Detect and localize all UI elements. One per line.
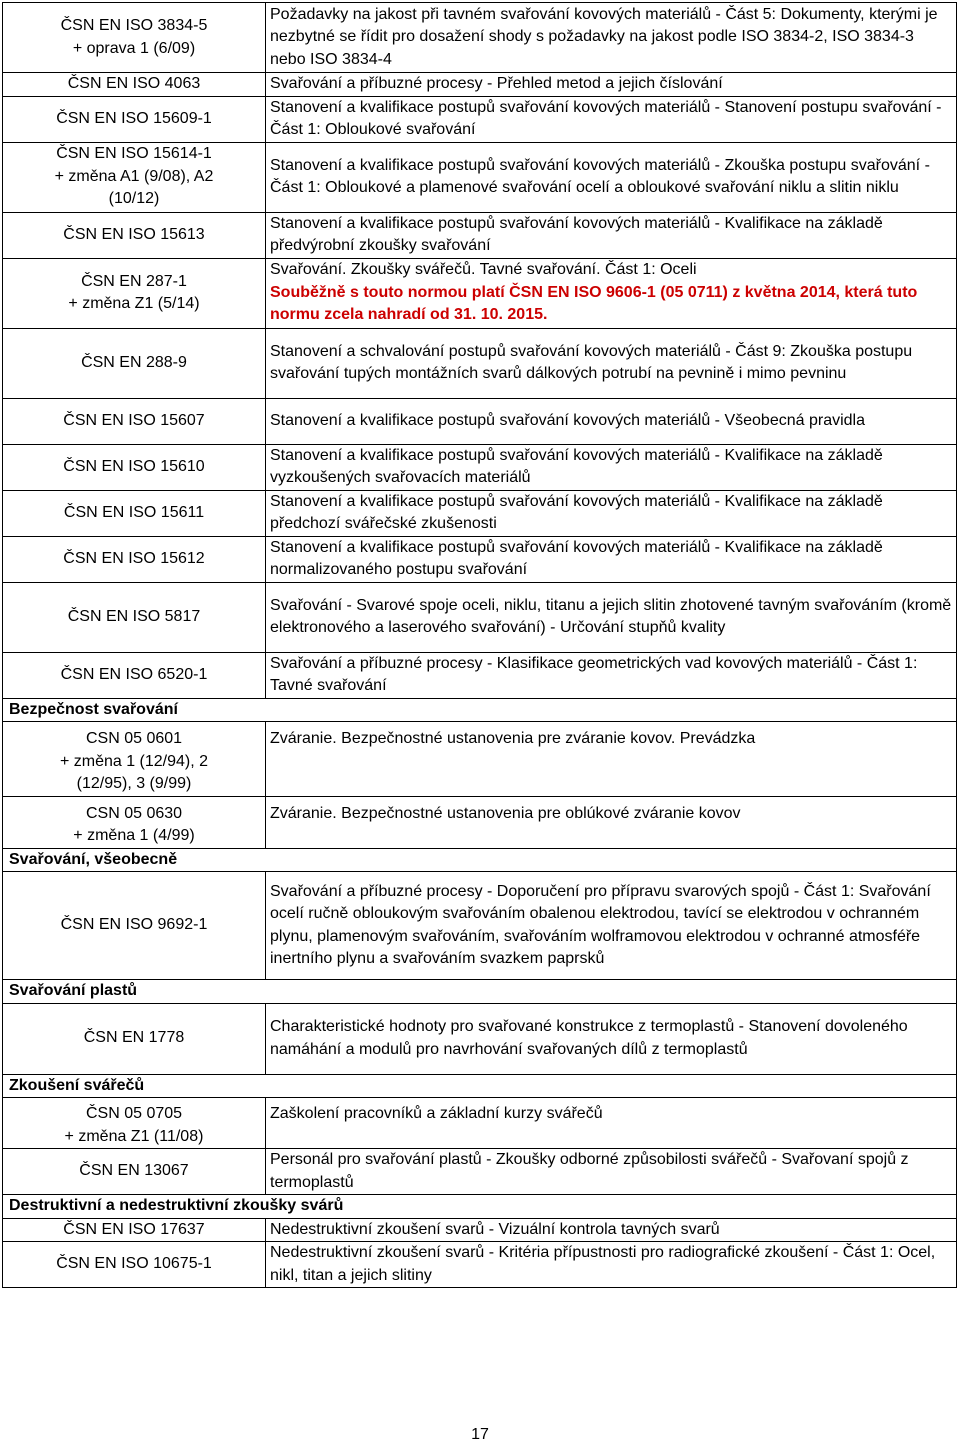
standard-title	[266, 73, 957, 97]
standard-title	[266, 328, 957, 398]
standard-title	[266, 1003, 957, 1074]
standard-title-text: Svařování. Zkoušky svářečů. Tavné svařování. Část 1: Oceli	[270, 261, 697, 279]
standard-title	[266, 582, 957, 652]
standard-code: ČSN EN ISO 17637	[3, 1218, 266, 1242]
standard-row	[3, 652, 957, 698]
standard-row	[3, 1242, 957, 1288]
standard-row	[3, 73, 957, 97]
standard-title-text: Svařování a příbuzné procesy - Klasifikace geometrických vad kovových materiálů - Část 1: Tavné svařování	[270, 654, 918, 694]
standard-title	[266, 444, 957, 490]
standard-code: ČSN EN ISO 15610	[3, 444, 266, 490]
standard-row	[3, 398, 957, 444]
standard-title-text: Zaškolení pracovníků a základní kurzy svářečů	[270, 1105, 603, 1122]
standard-row	[3, 1003, 957, 1074]
section-title: Svařování, všeobecně	[3, 848, 957, 872]
standard-row	[3, 490, 957, 536]
standard-title-text: Stanovení a kvalifikace postupů svařování kovových materiálů - Všeobecná pravidla	[270, 411, 865, 429]
section-header	[3, 980, 957, 1004]
standard-code: ČSN EN ISO 3834-5 + oprava 1 (6/09)	[3, 3, 266, 73]
standard-code: ČSN EN ISO 15607	[3, 398, 266, 444]
standard-row	[3, 1149, 957, 1195]
standard-code: ČSN EN ISO 9692-1	[3, 872, 266, 980]
standard-title-text: Stanovení a schvalování postupů svařování kovových materiálů - Část 9: Zkouška postupu svařování tupých montážních svarů dálkových potrubí na pevnině i mimo pevninu	[270, 342, 913, 382]
standard-title-text: Stanovení a kvalifikace postupů svařování kovových materiálů - Kvalifikace na základě předchozí svářečské zkušenosti	[270, 492, 883, 532]
standard-row	[3, 536, 957, 582]
page-number: 17	[471, 1426, 489, 1443]
standard-title	[266, 212, 957, 258]
standard-title-text: Svařování a příbuzné procesy - Doporučení pro přípravu svarových spojů - Část 1: Svařování ocelí ručně obloukovým svařováním obalenou elektrodou, tavící se elektrodou v ochranném plynu, plamenovým svařováním, svařováním wolframovou elektrodou v ochranné atmosféře inertního plynu a svařováním svazkem paprsků	[270, 882, 931, 967]
standard-row	[3, 582, 957, 652]
standard-title	[266, 258, 957, 328]
standard-code: ČSN EN ISO 5817	[3, 582, 266, 652]
standard-title-text: Charakteristické hodnoty pro svařované konstrukce z termoplastů - Stanovení dovoleného namáhání a modulů pro navrhování svařovaných dílů z termoplastů	[270, 1018, 908, 1058]
standard-title	[266, 1149, 957, 1195]
standard-title	[266, 1218, 957, 1242]
standard-code: ČSN EN 1778	[3, 1003, 266, 1074]
standard-title-text: Požadavky na jakost při tavném svařování kovových materiálů - Část 5: Dokumenty, kterými je nezbytné se řídit pro dosažení shody s požadavky na jakost podle ISO 3834-2, ISO 3834-3 nebo ISO 3834-4	[270, 5, 938, 68]
standard-title	[266, 872, 957, 980]
standard-title-text: Nedestruktivní zkoušení svarů - Kritéria přípustnosti pro radiografické zkoušení - Část 1: Ocel, nikl, titan a jejich slitiny	[270, 1244, 936, 1284]
standard-code: ČSN EN ISO 15613	[3, 212, 266, 258]
standard-title-text: Svařování - Svarové spoje oceli, niklu, titanu a jejich slitin zhotovené tavným svařováním (kromě elektronového a laserového svařování) - Určování stupňů kvality	[270, 596, 952, 636]
standard-code: ČSN EN 13067	[3, 1149, 266, 1195]
standard-title	[266, 652, 957, 698]
standard-title	[266, 536, 957, 582]
standard-code: ČSN EN ISO 4063	[3, 73, 266, 97]
standard-title-text: Stanovení a kvalifikace postupů svařování kovových materiálů - Kvalifikace na základě předvýrobní zkoušky svařování	[270, 214, 883, 254]
standard-row	[3, 96, 957, 142]
standards-table	[2, 2, 957, 1288]
section-header	[3, 1074, 957, 1098]
standard-title	[266, 3, 957, 73]
section-title: Destruktivní a nedestruktivní zkoušky svárů	[3, 1195, 957, 1219]
standard-title-text: Nedestruktivní zkoušení svarů - Vizuální kontrola tavných svarů	[270, 1220, 720, 1238]
standard-row	[3, 328, 957, 398]
section-title: Bezpečnost svařování	[3, 698, 957, 722]
standard-row	[3, 258, 957, 328]
standard-title	[266, 1098, 957, 1149]
standard-title-text: Stanovení a kvalifikace postupů svařování kovových materiálů - Kvalifikace na základě normalizovaného postupu svařování	[270, 538, 883, 578]
standard-title-text: Stanovení a kvalifikace postupů svařování kovových materiálů - Kvalifikace na základě vyzkoušených svařovacích materiálů	[270, 446, 883, 486]
section-header	[3, 698, 957, 722]
standard-code: ČSN EN ISO 10675-1	[3, 1242, 266, 1288]
standard-code: ČSN EN ISO 15609-1	[3, 96, 266, 142]
standard-title-text: Stanovení a kvalifikace postupů svařování kovových materiálů - Zkouška postupu svařování - Část 1: Obloukové a plamenové svařování ocelí a obloukové svařování niklu a slitin niklu	[270, 156, 930, 196]
standard-row	[3, 444, 957, 490]
standard-title	[266, 490, 957, 536]
standard-code: ČSN EN 287-1 + změna Z1 (5/14)	[3, 258, 266, 328]
standard-title-text: Zváranie. Bezpečnostné ustanovenia pre oblúkové zváranie kovov	[270, 804, 741, 822]
standard-title	[266, 142, 957, 212]
standard-title	[266, 722, 957, 797]
standard-code: ČSN 05 0705 + změna Z1 (11/08)	[3, 1098, 266, 1149]
standard-row	[3, 722, 957, 797]
standard-title	[266, 96, 957, 142]
standard-title-text: Personál pro svařování plastů - Zkoušky odborné způsobilosti svářečů - Svařovaní spojů z termoplastů	[270, 1151, 909, 1191]
standard-row	[3, 796, 957, 848]
standard-code: CSN 05 0601 + změna 1 (12/94), 2 (12/95), 3 (9/99)	[3, 722, 266, 797]
replacement-note: Souběžně s touto normou platí ČSN EN ISO 9606-1 (05 0711) z května 2014, která tuto normu zcela nahradí od 31. 10. 2015.	[270, 283, 918, 324]
section-title: Svařování plastů	[3, 980, 957, 1004]
standard-title-text: Stanovení a kvalifikace postupů svařování kovových materiálů - Stanovení postupu svařování - Část 1: Obloukové svařování	[270, 98, 942, 138]
standard-title	[266, 398, 957, 444]
section-header	[3, 848, 957, 872]
standard-row	[3, 1098, 957, 1149]
section-title: Zkoušení svářečů	[3, 1074, 957, 1098]
standard-code: ČSN EN ISO 15611	[3, 490, 266, 536]
standard-row	[3, 872, 957, 980]
standard-title	[266, 1242, 957, 1288]
standard-code: ČSN EN 288-9	[3, 328, 266, 398]
standard-row	[3, 212, 957, 258]
standard-title	[266, 796, 957, 848]
standard-row	[3, 1218, 957, 1242]
standard-code: ČSN EN ISO 6520-1	[3, 652, 266, 698]
standard-code: ČSN EN ISO 15614-1 + změna A1 (9/08), A2 (10/12)	[3, 142, 266, 212]
standard-title-text: Zváranie. Bezpečnostné ustanovenia pre zváranie kovov. Prevádzka	[270, 730, 756, 747]
standard-row	[3, 3, 957, 73]
standards-table-body	[3, 3, 957, 1288]
standard-code: CSN 05 0630 + změna 1 (4/99)	[3, 796, 266, 848]
standard-row	[3, 142, 957, 212]
standard-code: ČSN EN ISO 15612	[3, 536, 266, 582]
section-header	[3, 1195, 957, 1219]
standard-title-text: Svařování a příbuzné procesy - Přehled metod a jejich číslování	[270, 75, 723, 92]
